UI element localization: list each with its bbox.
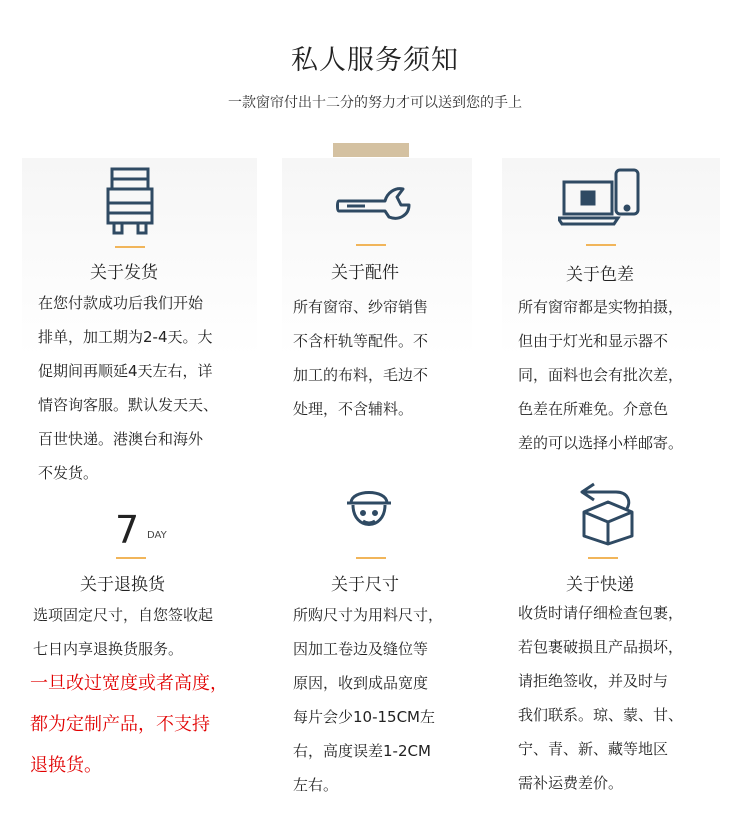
- size-line: 因加工卷边及缝位等: [293, 640, 429, 658]
- returns-line: 选项固定尺寸，自您签收起: [33, 606, 214, 624]
- seven-day-number: 7: [115, 508, 140, 552]
- shipping-heading: 关于发货: [90, 263, 158, 283]
- accessories-line: 所有窗帘、纱帘销售: [293, 298, 429, 316]
- size-line: 左右。: [293, 776, 339, 794]
- express-line: 请拒绝签收，并及时与: [518, 672, 669, 690]
- color-line: 色差在所难免。介意色: [518, 400, 669, 418]
- returns-warning-line: 一旦改过宽度或者高度，: [30, 673, 228, 694]
- color-underline: [586, 244, 616, 246]
- wrench-icon: [335, 185, 413, 225]
- accessories-underline: [356, 244, 386, 246]
- color-heading: 关于色差: [566, 265, 634, 285]
- shipping-line: 在您付款成功后我们开始: [38, 294, 204, 312]
- express-line: 若包裹破损且产品损坏，: [518, 638, 684, 656]
- shipping-line: 百世快递。港澳台和海外: [38, 430, 204, 448]
- shipping-line: 促期间再顺延4天左右，详: [38, 362, 213, 380]
- express-text: [518, 596, 683, 800]
- returns-warning: [30, 663, 228, 786]
- shipping-text: [38, 286, 218, 490]
- color-line: 所有窗帘都是实物拍摄，: [518, 298, 684, 316]
- express-underline: [588, 557, 618, 559]
- color-line: 同，面料也会有批次差，: [518, 366, 684, 384]
- size-text: [293, 598, 443, 802]
- size-line: 原因，收到成品宽度: [293, 674, 429, 692]
- express-heading: 关于快递: [566, 575, 634, 595]
- color-line: 差的可以选择小样邮寄。: [518, 434, 684, 452]
- returns-warning-line: 都为定制产品，不支持: [30, 714, 210, 735]
- color-text: [518, 290, 683, 460]
- returns-text: [33, 598, 213, 666]
- returns-heading: 关于退换货: [80, 575, 165, 595]
- worker-icon: [345, 483, 393, 543]
- shipping-underline: [115, 246, 145, 248]
- returns-line: 七日内享退换货服务。: [33, 640, 184, 658]
- shipping-line: 情咨询客服。默认发天天、: [38, 396, 219, 414]
- size-line: 右，高度误差1-2CM: [293, 742, 431, 760]
- returns-underline: [116, 557, 146, 559]
- express-line: 宁、青、新、藏等地区: [518, 740, 669, 758]
- truck-icon: [104, 165, 156, 237]
- shipping-line: 排单，加工期为2-4天。大: [38, 328, 213, 346]
- express-line: 我们联系。琼、蒙、甘、: [518, 706, 684, 724]
- page-title: 私人服务须知: [291, 45, 459, 76]
- accessories-line: 加工的布料，毛边不: [293, 366, 429, 384]
- express-line: 需补运费差价。: [518, 774, 624, 792]
- accessories-text: [293, 290, 428, 426]
- returns-warning-line: 退换货。: [30, 755, 102, 776]
- size-line: 每片会少10-15CM左: [293, 708, 436, 726]
- accessories-line: 处理，不含辅料。: [293, 400, 414, 418]
- shipping-line: 不发货。: [38, 464, 99, 482]
- size-underline: [356, 557, 386, 559]
- accessories-line: 不含杆轨等配件。不: [293, 332, 429, 350]
- accessories-heading: 关于配件: [331, 263, 399, 283]
- devices-icon: [558, 168, 642, 232]
- size-line: 所购尺寸为用料尺寸，: [293, 606, 444, 624]
- seven-day-unit: DAY: [147, 530, 167, 541]
- size-heading: 关于尺寸: [331, 575, 399, 595]
- color-line: 但由于灯光和显示器不: [518, 332, 669, 350]
- page-subtitle: 一款窗帘付出十二分的努力才可以送到您的手上: [228, 95, 522, 111]
- title-divider: [333, 143, 409, 157]
- express-line: 收货时请仔细检查包裹，: [518, 604, 684, 622]
- box-return-icon: [578, 480, 636, 546]
